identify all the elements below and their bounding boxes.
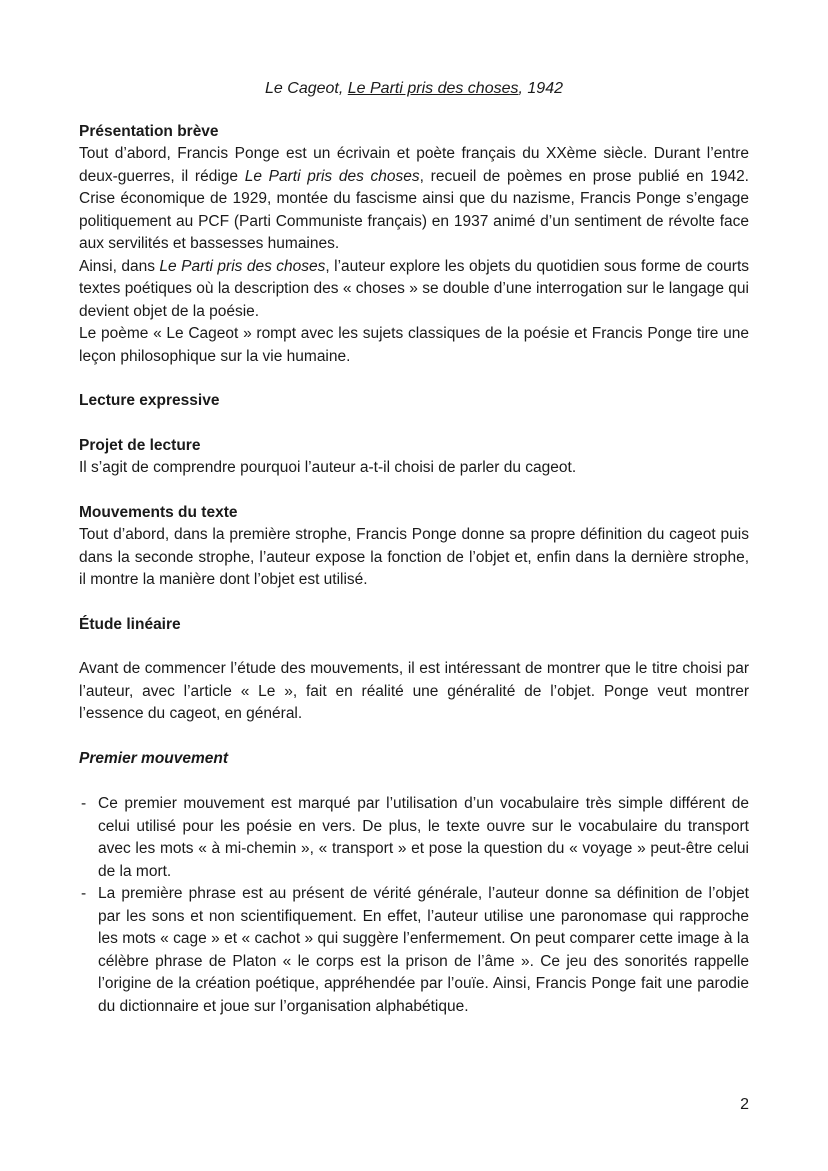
p1-text-a: Tout d’abord, Francis Ponge est un écrivain et poète français du XXème siècle. Durant l’entre deux-guerres, il rédige: [79, 145, 749, 185]
heading-etude-lineaire: Étude linéaire: [79, 615, 181, 633]
dash-bullet: -: [81, 885, 87, 902]
list-item: [79, 793, 749, 883]
premier-mouvement-list: [79, 793, 749, 1018]
p1-work-title: Le Parti pris des choses: [244, 167, 420, 185]
list-item: [79, 883, 749, 1018]
mouvements-paragraph: Tout d’abord, dans la première strophe, Francis Ponge donne sa propre définition du cageot puis dans la seconde strophe, l’auteur expose la fonction de l’objet et, enfin dans la dernière strophe, il montre la manière dont l’objet est utilisé.: [79, 526, 749, 588]
title-work: Le Parti pris des choses: [347, 80, 519, 97]
page-number: 2: [740, 1096, 749, 1113]
p2-work-title: Le Parti pris des choses: [159, 257, 326, 275]
list-item-text: La première phrase est au présent de vérité générale, l’auteur donne sa définition de l’objet par les sons et non scientifiquement. En effet, l’auteur utilise une paronomase qui rapproche les mots « cage » et « cachot » qui suggère l’enfermement. On peut comparer cette image à la célèbre phrase de Platon « le corps est la prison de l’âme ». Ce jeu des sonorités rappelle l’origine de la création poétique, appréhendée par l’ouïe. Ainsi, Francis Ponge fait une parodie du dictionnaire et joue sur l’organisation alphabétique.: [98, 885, 749, 1015]
document-page: [79, 78, 749, 1018]
heading-lecture-expressive: Lecture expressive: [79, 392, 220, 409]
p2-text-a: Ainsi, dans: [79, 257, 160, 275]
presentation-paragraph-2: [79, 256, 749, 324]
document-title: [79, 78, 749, 101]
p1-text-c: , recueil de poèmes en prose publié en 1942. Crise économique de 1929, montée du fascisme ainsi que du nazisme, Francis Ponge s’engage politiquement au PCF (Parti Communiste français) en 1937 animé d’un sentiment de révolte face aux servilités et bassesses humaines.: [79, 167, 749, 252]
title-part1: Le Cageot,: [265, 80, 348, 97]
heading-mouvements: Mouvements du texte: [79, 503, 238, 521]
title-part3: , 1942: [518, 80, 563, 97]
projet-paragraph: Il s’agit de comprendre pourquoi l’auteur a-t-il choisi de parler du cageot.: [79, 459, 577, 476]
presentation-paragraph-3: Le poème « Le Cageot » rompt avec les sujets classiques de la poésie et Francis Ponge tire une leçon philosophique sur la vie humaine.: [79, 325, 749, 365]
dash-bullet: -: [81, 795, 87, 812]
etude-paragraph: Avant de commencer l’étude des mouvements, il est intéressant de montrer que le titre choisi par l’auteur, avec l’article « Le », fait en réalité une généralité de l’objet. Ponge veut montrer l’essence du cageot, en général.: [79, 660, 749, 722]
heading-projet-lecture: Projet de lecture: [79, 436, 201, 454]
presentation-paragraph-1: [79, 143, 749, 256]
heading-premier-mouvement: Premier mouvement: [79, 749, 229, 767]
heading-presentation: Présentation brève: [79, 122, 219, 140]
list-item-text: Ce premier mouvement est marqué par l’utilisation d’un vocabulaire très simple différent de celui utilisé pour les poésie en vers. De plus, le texte ouvre sur le vocabulaire du transport avec les mots « à mi-chemin », « transport » et pose la question du « voyage » peut-être celui de la mort.: [98, 795, 749, 880]
p2-text-c: , l’auteur explore les objets du quotidien sous forme de courts textes poétiques où la description des « choses » se double d’une interrogation sur le langage qui devient objet de la poésie.: [79, 257, 749, 320]
